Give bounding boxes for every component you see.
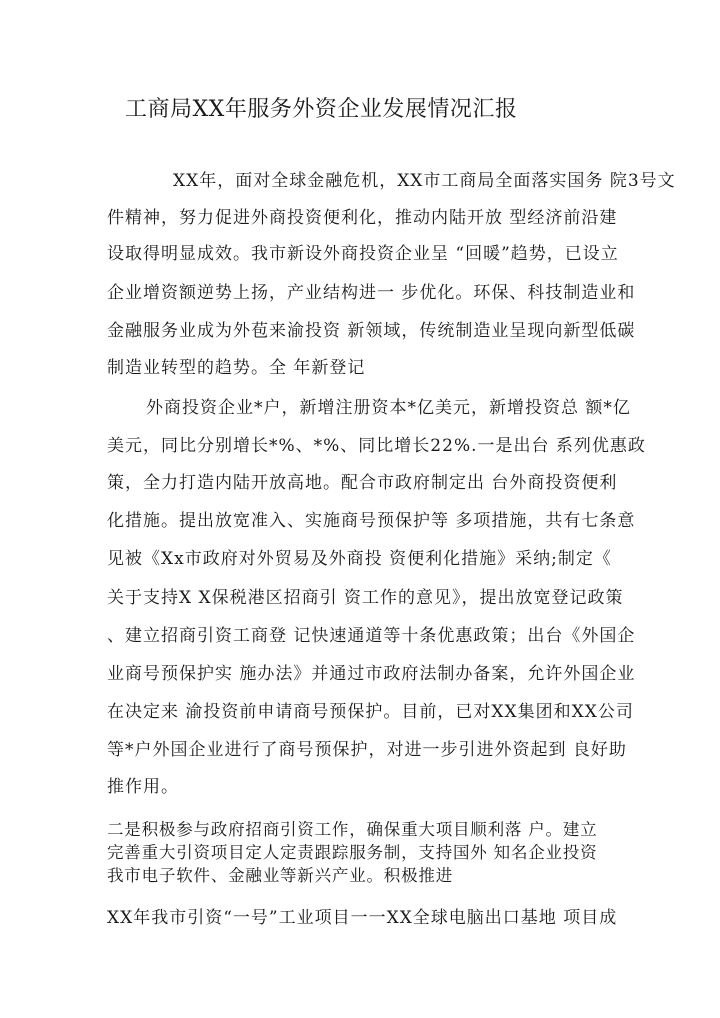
paragraph1-line-6: 制造业转型的趋势。全 年新登记: [107, 358, 366, 378]
paragraph2-line-3: 策，全力打造内陆开放高地。配合市政府制定出 台外商投资便利: [107, 473, 618, 493]
paragraph2-line-10: 等*户外国企业进行了商号预保护，对进一步引进外资起到 良好助: [107, 740, 627, 760]
paragraph4-line-1: XX年我市引资“一号”工业项目一一XX全球电脑出口基地 项目成: [107, 908, 618, 928]
paragraph1-line-5: 金融服务业成为外苞来渝投资 新领域，传统制造业呈现向新型低碳: [107, 321, 636, 341]
paragraph2-line-4: 化措施。提出放宽准入、实施商号预保护等 多项措施，共有七条意: [107, 511, 636, 531]
paragraph1-line-3: 设取得明显成效。我市新设外商投资企业呈 “回暖”趋势，已设立: [107, 244, 619, 264]
paragraph3-line-2: 完善重大引资项目定人定责跟踪服务制，支持国外 知名企业投资: [107, 843, 598, 862]
paragraph2-line-8: 业商号预保护实 施办法》并通过市政府法制办备案，允许外国企业: [107, 664, 636, 684]
paragraph2-line-2: 美元，同比分别增长*%、*%、同比增长22%.一是出台 系列优惠政: [107, 436, 646, 456]
paragraph2-line-5: 见被《Xx市政府对外贸易及外商投 资便利化措施》采纳;制定《: [107, 549, 612, 569]
paragraph1-line-2: 件精神，努力促进外商投资便利化，推动内陆开放 型经济前沿建: [107, 208, 618, 228]
paragraph1-line-4: 企业增资额逆势上扬，产业结构进一 步优化。环保、科技制造业和: [107, 283, 636, 303]
document-title: 工商局XX年服务外资企业发展情况汇报: [125, 97, 518, 122]
paragraph1-line-1: XX年，面对全球金融危机，XX市工商局全面落实国务 院3号文: [173, 171, 676, 191]
paragraph2-line-1: 外商投资企业*户，新增注册资本*亿美元，新增投资总 额*亿: [146, 398, 631, 418]
paragraph2-line-7: 、建立招商引资工商登 记快速通道等十条优惠政策；出台《外国企: [107, 626, 636, 646]
paragraph3-line-1: 二是积极参与政府招商引资工作，确保重大项目顺利落 户。建立: [107, 820, 598, 839]
paragraph3-line-3: 我市电子软件、金融业等新兴产业。积极推进: [107, 866, 453, 885]
paragraph2-line-6: 关于支持X X保税港区招商引 资工作的意见》，提出放宽登记政策: [107, 588, 624, 608]
paragraph2-line-11: 推作用。: [107, 777, 179, 797]
paragraph2-line-9: 在决定来 渝投资前申请商号预保护。目前，已对XX集团和XX公司: [107, 702, 634, 722]
